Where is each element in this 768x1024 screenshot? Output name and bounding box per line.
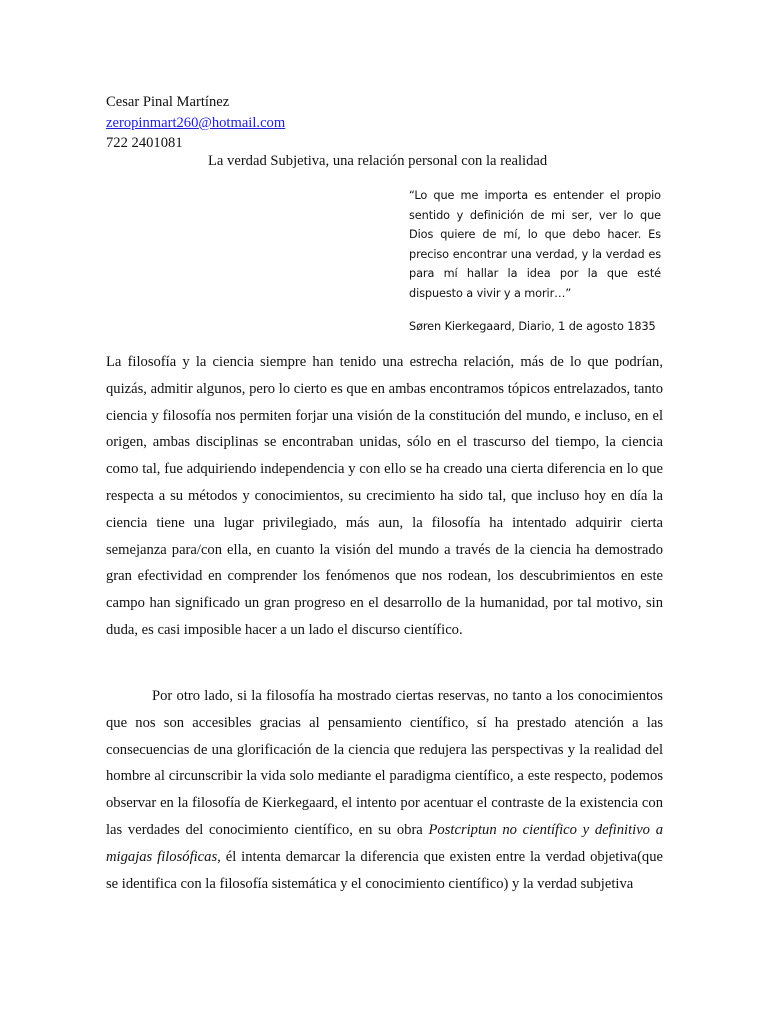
epigraph-attribution: Søren Kierkegaard, Diario, 1 de agosto 1835 <box>409 320 656 333</box>
author-name: Cesar Pinal Martínez <box>106 94 230 110</box>
document-title: La verdad Subjetiva, una relación personal con la realidad <box>208 153 548 169</box>
paragraph-1: La filosofía y la ciencia siempre han tenido una estrecha relación, más de lo que podrían, quizás, admitir algunos, pero lo cierto es que en ambas encontramos tópicos entrelazados, tanto ciencia y filosofía nos permiten forjar una visión de la constitución del mundo, e incluso, en el origen, ambas disciplinas se encontraban unidas, sólo en el trascurso del tiempo, la ciencia como tal, fue adquiriendo independencia y con ello se ha creado una cierta diferencia en lo que respecta a su métodos y conocimientos, su crecimiento ha sido tal, que incluso hoy en día la ciencia tiene una lugar privilegiado, más aun, la filosofía ha intentado adquirir cierta semejanza para/con ella, en cuanto la visión del mundo a través de la ciencia ha demostrado gran efectividad en comprender los fenómenos que nos rodean, los descubrimientos en este campo han significado un gran progreso en el desarrollo de la humanidad, por tal motivo, sin duda, es casi imposible hacer a un lado el discurso científico. <box>106 354 663 638</box>
author-phone: 722 2401081 <box>106 135 183 151</box>
author-header <box>106 92 666 154</box>
paragraph-2-text-start: Por otro lado, si la filosofía ha mostrado ciertas reservas, no tanto a los conocimientos que nos son accesibles gracias al pensamiento científico, sí ha prestado atención a las consecuencias de una glorificación de la ciencia que redujera las perspectivas y la realidad del hombre al circunscribir la vida solo mediante el paradigma científico, a este respecto, podemos observar en la filosofía de Kierkegaard, el intento por acentuar el contraste de la existencia con las verdades del conocimiento científico, en su obra <box>106 688 663 838</box>
author-email-link[interactable]: zeropinmart260@hotmail.com <box>106 114 286 131</box>
paragraph-2-text-end: él intenta demarcar la diferencia que existen entre la verdad objetiva(que se identifica con la filosofía sistemática y el conocimiento científico) y la verdad subjetiva <box>106 848 664 892</box>
paragraph-2-book-title: Postcriptun no científico y definitivo a migajas filosóficas, <box>106 821 663 865</box>
epigraph-quote: “Lo que me importa es entender el propio sentido y definición de mi ser, ver lo que Dios quiere de mí, lo que debo hacer. Es preciso encontrar una verdad, y la verdad es para mí hallar la idea por la que esté dispuesto a vivir y a morir…” <box>409 189 661 300</box>
paragraph-2 <box>106 683 663 897</box>
